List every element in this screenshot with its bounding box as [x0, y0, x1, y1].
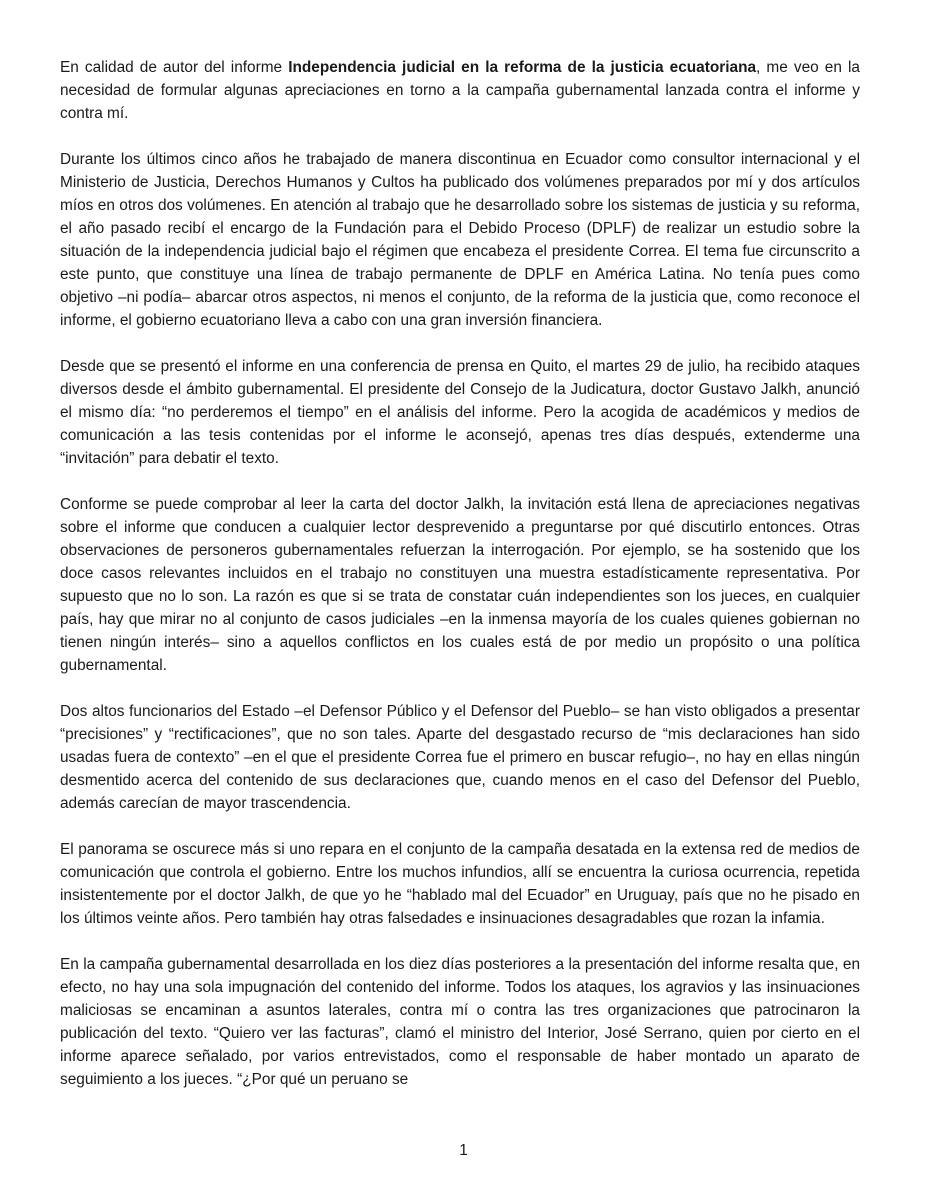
paragraph: Durante los últimos cinco años he trabajado de manera discontinua en Ecuador como consultor internacional y el Ministerio de Justicia, Derechos Humanos y Cultos ha publicado dos volúmenes preparados por mí y dos artículos míos en otros dos volúmenes. En atención al trabajo que he desarrollado sobre los sistemas de justicia y su reforma, el año pasado recibí el encargo de la Fundación para el Debido Proceso (DPLF) de realizar un estudio sobre la situación de la independencia judicial bajo el régimen que encabeza el presidente Correa. El tema fue circunscrito a este punto, que constituye una línea de trabajo permanente de DPLF en América Latina. No tenía pues como objetivo –ni podía– abarcar otros aspectos, ni menos el conjunto, de la reforma de la justicia que, como reconoce el informe, el gobierno ecuatoriano lleva a cabo con una gran inversión financiera. [60, 151, 860, 329]
paragraph: El panorama se oscurece más si uno repara en el conjunto de la campaña desatada en la extensa red de medios de comunicación que controla el gobierno. Entre los muchos infundios, allí se encuentra la curiosa ocurrencia, repetida insistentemente por el doctor Jalkh, de que yo he “hablado mal del Ecuador” en Uruguay, país que no he pisado en los últimos veinte años. Pero también hay otras falsedades e insinuaciones desagradables que rozan la infamia. [60, 841, 860, 927]
intro-paragraph [60, 56, 860, 125]
document-body [60, 56, 860, 1114]
paragraph: Dos altos funcionarios del Estado –el Defensor Público y el Defensor del Pueblo– se han visto obligados a presentar “precisiones” y “rectificaciones”, que no son tales. Aparte del desgastado recurso de “mis declaraciones han sido usadas fuera de contexto” –en el que el presidente Correa fue el primero en buscar refugio–, no hay en ellas ningún desmentido acerca del contenido de sus declaraciones que, cuando menos en el caso del Defensor del Pueblo, además carecían de mayor trascendencia. [60, 703, 860, 812]
report-title: Independencia judicial en la reforma de la justicia ecuatoriana [288, 59, 757, 76]
paragraph: Desde que se presentó el informe en una conferencia de prensa en Quito, el martes 29 de julio, ha recibido ataques diversos desde el ámbito gubernamental. El presidente del Consejo de la Judicatura, doctor Gustavo Jalkh, anunció el mismo día: “no perderemos el tiempo” en el análisis del informe. Pero la acogida de académicos y medios de comunicación a las tesis contenidas por el informe le aconsejó, apenas tres días después, extenderme una “invitación” para debatir el texto. [60, 358, 860, 467]
intro-text-after: , me veo en la necesidad de formular algunas apreciaciones en torno a la campaña gubernamental lanzada contra el informe y contra mí. [60, 59, 860, 122]
page-number: 1 [459, 1142, 468, 1159]
paragraph: En la campaña gubernamental desarrollada en los diez días posteriores a la presentación del informe resalta que, en efecto, no hay una sola impugnación del contenido del informe. Todos los ataques, los agravios y las insinuaciones maliciosas se encaminan a asuntos laterales, contra mí o contra las tres organizaciones que patrocinaron la publicación del texto. “Quiero ver las facturas”, clamó el ministro del Interior, José Serrano, quien por cierto en el informe aparece señalado, por varios entrevistados, como el responsable de haber montado un aparato de seguimiento a los jueces. “¿Por qué un peruano se [60, 956, 860, 1088]
intro-text-before: En calidad de autor del informe [60, 59, 289, 76]
paragraph: Conforme se puede comprobar al leer la carta del doctor Jalkh, la invitación está llena de apreciaciones negativas sobre el informe que conducen a cualquier lector desprevenido a preguntarse por qué discutirlo entonces. Otras observaciones de personeros gubernamentales refuerzan la interrogación. Por ejemplo, se ha sostenido que los doce casos relevantes incluidos en el trabajo no constituyen una muestra estadísticamente representativa. Por supuesto que no lo son. La razón es que si se trata de constatar cuán independientes son los jueces, en cualquier país, hay que mirar no al conjunto de casos judiciales –en la inmensa mayoría de los cuales quienes gobiernan no tienen ningún interés– sino a aquellos conflictos en los cuales está de por medio un propósito o una política gubernamental. [60, 496, 860, 674]
